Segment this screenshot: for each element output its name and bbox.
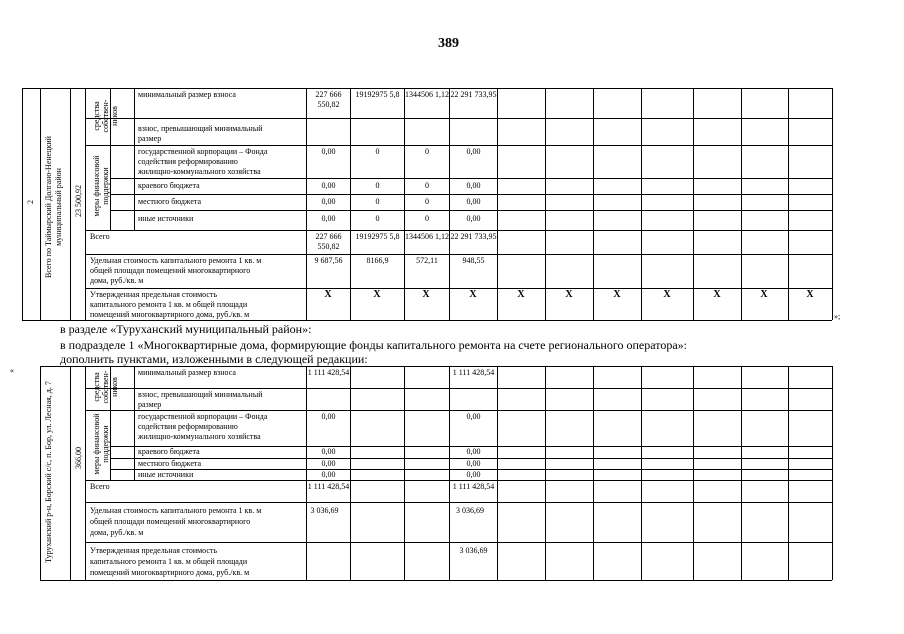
x-mark: X — [663, 289, 671, 300]
row-label: взнос, превышающий минимальный — [138, 124, 263, 133]
cell-value: 0,00 — [321, 459, 336, 468]
cell-value: 0,00 — [321, 197, 336, 206]
cell-value: 3 036,69 — [459, 546, 488, 555]
cell-value: 1344506 1,12 — [405, 90, 449, 99]
row-label: размер — [138, 400, 162, 409]
cell-value: 0 — [375, 147, 380, 156]
paragraph: дополнить пунктами, изложенными в следующей редакции: — [60, 352, 368, 366]
cell-value: 0 — [425, 147, 429, 156]
row-label: Всего — [90, 232, 110, 241]
cell-value: 0,00 — [466, 412, 481, 421]
cell-value: 0,00 — [321, 412, 336, 421]
row-label: местного бюджета — [138, 459, 202, 468]
closing-quote: »; — [834, 312, 841, 321]
x-mark: X — [613, 289, 621, 300]
row-label: государственной корпорации – Фонда — [138, 412, 268, 421]
row-label: жилищно-коммунального хозяйства — [138, 167, 261, 176]
row-label: Удельная стоимость капитального ремонта 1 кв. м — [90, 506, 262, 515]
cell-value: 22 291 733,95 — [450, 232, 497, 241]
row-label: Утвержденная предельная стоимость — [90, 290, 218, 299]
row-label: дома, руб./кв. м — [90, 276, 144, 285]
row-label: помещений многоквартирного дома, руб./кв. м — [90, 568, 250, 577]
cell-value: 0,00 — [321, 214, 336, 223]
cell-value: 227 666 550,82 — [315, 232, 342, 251]
group-owner-funds: средства собствен-ников — [92, 370, 119, 404]
cell-value: 0,00 — [321, 447, 336, 456]
cell-value: 22 291 733,95 — [450, 90, 497, 99]
cell-value: 0,00 — [466, 197, 481, 206]
x-mark: X — [373, 289, 381, 300]
cell-value: 0 — [375, 181, 380, 190]
cell-value: 948,55 — [462, 256, 485, 265]
municipality-name: Всего по Таймырский Долгано-Ненецкий муниципальный район — [44, 136, 63, 278]
cell-value: 19192975 5,8 — [355, 90, 400, 99]
x-mark: X — [760, 289, 768, 300]
row-label: общей площади помещений многоквартирного — [90, 266, 251, 275]
cell-value: 0 — [425, 197, 429, 206]
open-quote: « — [10, 366, 14, 375]
cell-value: 1344506 1,12 — [405, 232, 449, 241]
cell-value: 1 111 428,54 — [452, 368, 495, 377]
x-mark: X — [713, 289, 721, 300]
row-label: краевого бюджета — [138, 181, 200, 190]
x-mark: X — [565, 289, 573, 300]
row-label: минимальный размер взноса — [138, 90, 236, 99]
row-label: содействия реформированию — [138, 157, 238, 166]
group-support: меры финансовой поддержки — [92, 155, 110, 217]
row-label: краевого бюджета — [138, 447, 200, 456]
cell-value: 0,00 — [466, 459, 481, 468]
row-label: государственной корпорации – Фонда — [138, 147, 268, 156]
cell-value: 572,11 — [416, 256, 438, 265]
row-label: взнос, превышающий минимальный — [138, 390, 263, 399]
cell-value: 1 111 428,54 — [307, 482, 350, 491]
cell-value: 19192975 5,8 — [355, 232, 400, 241]
cell-value: 0,00 — [466, 147, 481, 156]
cell-value: 0,00 — [321, 181, 336, 190]
cell-value: 0,00 — [321, 147, 336, 156]
cell-value: 3 036,69 — [456, 506, 484, 515]
cell-value: 9 687,56 — [314, 256, 343, 265]
cell-value: 0,00 — [466, 447, 481, 456]
row-label: минимальный размер взноса — [138, 368, 236, 377]
row-label: капитального ремонта 1 кв. м общей площади — [90, 300, 248, 309]
cell-value: 1 111 428,54 — [307, 368, 350, 377]
row-label: Утвержденная предельная стоимость — [90, 546, 218, 555]
paragraph: в разделе «Туруханский муниципальный район»: — [60, 322, 312, 336]
row-label: Всего — [90, 482, 110, 491]
row-label: размер — [138, 134, 162, 143]
x-mark: X — [422, 289, 430, 300]
row-label: местного бюджета — [138, 197, 202, 206]
row-label: дома, руб./кв. м — [90, 528, 144, 537]
paragraph: в подразделе 1 «Многоквартирные дома, формирующие фонды капитального ремонта на счете регионального оператора»: — [60, 338, 687, 352]
cell-value: 0,00 — [466, 214, 481, 223]
cell-value: 0 — [425, 181, 429, 190]
row-label: содействия реформированию — [138, 422, 238, 431]
area-value: 23 500,92 — [74, 185, 83, 217]
cell-value: 0,00 — [466, 470, 481, 479]
row-label: общей площади помещений многоквартирного — [90, 517, 251, 526]
cell-value: 0,00 — [321, 470, 336, 479]
x-mark: X — [806, 289, 814, 300]
cell-value: 0,00 — [466, 181, 481, 190]
row-label: помещений многоквартирного дома, руб./кв. м — [90, 310, 250, 319]
cell-value: 0 — [375, 197, 380, 206]
row-number: 2 — [26, 200, 35, 204]
cell-value: 0 — [425, 214, 429, 223]
group-owner-funds: средства собствен-ников — [92, 99, 119, 133]
cell-value: 1 111 428,54 — [452, 482, 495, 491]
row-label: жилищно-коммунального хозяйства — [138, 432, 261, 441]
address: Туруханский р-н, Борский с/с, п. Бор, ул. Лесная, д. 7 — [44, 381, 53, 563]
row-label: иные источники — [138, 214, 194, 223]
area-value: 366,00 — [74, 447, 83, 469]
row-label: Удельная стоимость капитального ремонта 1 кв. м — [90, 256, 262, 265]
group-support: меры финансовой поддержки — [92, 413, 110, 475]
x-mark: X — [324, 289, 332, 300]
row-label: иные источники — [138, 470, 194, 479]
cell-value: 227 666 550,82 — [315, 90, 342, 109]
page-number: 389 — [438, 36, 459, 51]
x-mark: X — [469, 289, 477, 300]
x-mark: X — [517, 289, 525, 300]
cell-value: 8166,9 — [366, 256, 389, 265]
cell-value: 3 036,69 — [310, 506, 339, 515]
row-label: капитального ремонта 1 кв. м общей площади — [90, 557, 248, 566]
cell-value: 0 — [375, 214, 380, 223]
